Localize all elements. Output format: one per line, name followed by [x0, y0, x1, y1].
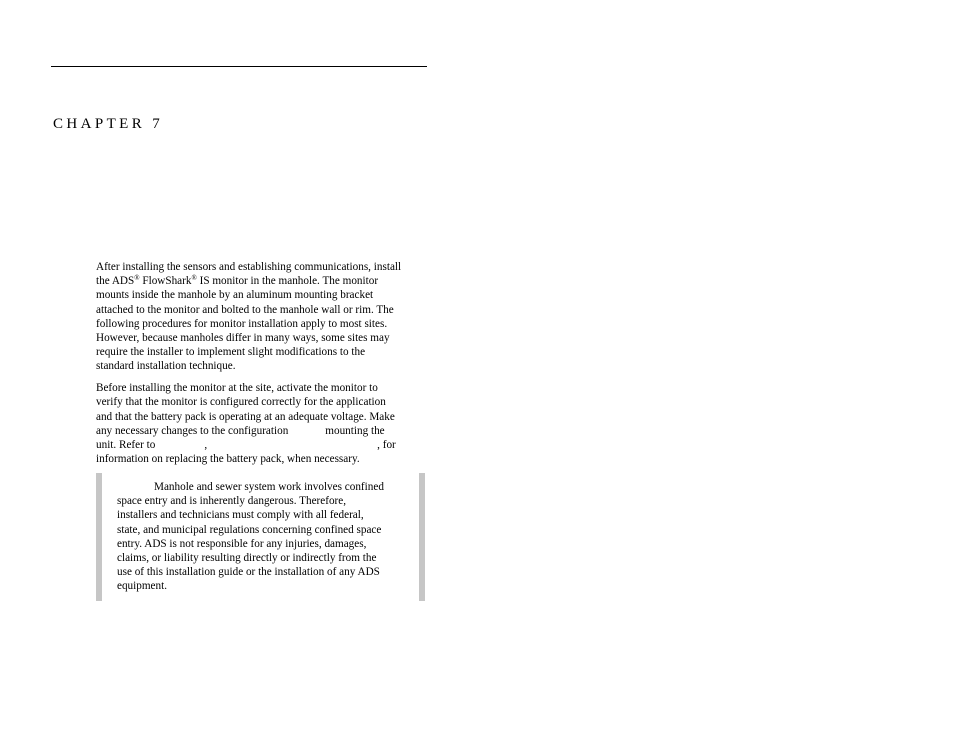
text-fragment: , for: [377, 438, 396, 451]
text-fragment: IS monitor in the manhole. The monitor: [199, 275, 379, 288]
text-line: use of this installation guide or the installation of any ADS: [117, 566, 380, 579]
registered-mark: ®: [134, 274, 140, 283]
intro-paragraph-2: [96, 381, 430, 466]
registered-mark: ®: [191, 274, 197, 283]
text-fragment: ,: [204, 438, 208, 451]
text-fragment: unit. Refer to: [96, 438, 156, 451]
text-line: space entry and is inherently dangerous. Therefore,: [117, 495, 347, 508]
text-line: standard installation technique.: [96, 360, 236, 373]
text-line: After installing the sensors and establishing communications, install: [96, 261, 402, 273]
text-line: [96, 274, 430, 288]
text-line: [96, 424, 430, 438]
text-line: equipment.: [117, 580, 168, 593]
text-line: However, because manholes differ in many ways, some sites may: [96, 332, 390, 345]
text-line: entry. ADS is not responsible for any injuries, damages,: [117, 537, 367, 550]
text-line: [117, 480, 417, 494]
safety-note-text: [117, 480, 417, 594]
chapter-label: CHAPTER 7: [53, 116, 164, 132]
text-line: mounts inside the manhole by an aluminum mounting bracket: [96, 289, 374, 302]
intro-paragraph-1: [96, 260, 430, 374]
text-line: following procedures for monitor installation apply to most sites.: [96, 317, 388, 330]
text-line: Before installing the monitor at the site, activate the monitor to: [96, 382, 378, 395]
text-line: information on replacing the battery pack, when necessary.: [96, 453, 360, 466]
text-line: state, and municipal regulations concerning confined space: [117, 523, 382, 536]
intro-text: [96, 260, 430, 474]
text-fragment: any necessary changes to the configuration: [96, 424, 289, 437]
text-line: attached to the monitor and bolted to the manhole wall or rim. The: [96, 303, 394, 316]
text-line: installers and technicians must comply with all federal,: [117, 509, 364, 522]
safety-note-box: [96, 473, 425, 601]
text-line: [96, 438, 430, 452]
text-line: verify that the monitor is configured correctly for the application: [96, 396, 386, 409]
text-line: require the installer to implement slight modifications to the: [96, 346, 366, 359]
text-line: claims, or liability resulting directly or indirectly from the: [117, 552, 377, 565]
header-rule: [51, 66, 427, 67]
text-line: and that the battery pack is operating at an adequate voltage. Make: [96, 410, 395, 423]
text-fragment: mounting the: [325, 424, 385, 437]
text-fragment: Manhole and sewer system work involves confined: [154, 481, 384, 493]
text-fragment: the ADS: [96, 275, 135, 288]
product-name: FlowShark: [139, 275, 192, 288]
